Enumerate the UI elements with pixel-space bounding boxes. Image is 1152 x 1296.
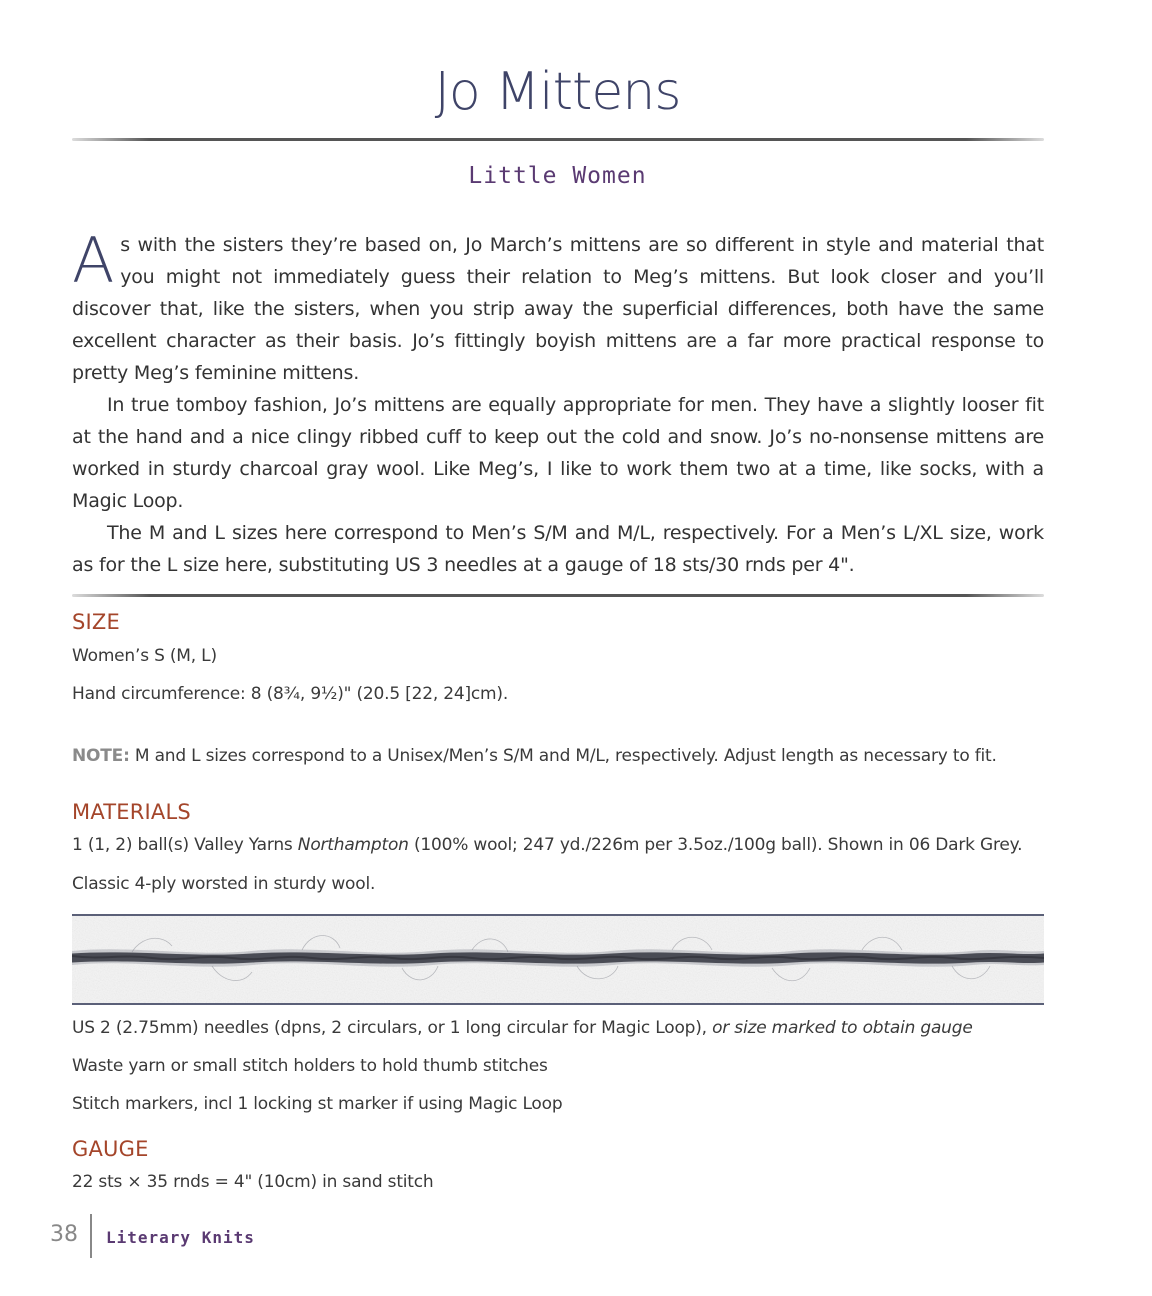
section-divider [72, 594, 1044, 597]
intro-text [72, 224, 1044, 581]
materials-waste-yarn: Waste yarn or small stitch holders to hold thumb stitches [72, 1056, 548, 1076]
page-subtitle: Little Women [468, 163, 647, 189]
title-divider [72, 138, 1044, 141]
intro-paragraph-2: In true tomboy fashion, Jo’s mittens are equally appropriate for men. They have a slightly looser fit at the hand and a nice clingy ribbed cuff to keep out the cold and snow. Jo’s no-nonsense mittens are worked in sturdy charcoal gray wool. Like Meg’s, I like to work them two at a time, like socks, with a Magic Loop. [72, 394, 1044, 512]
materials-yarn-text-a: 1 (1, 2) ball(s) Valley Yarns [72, 835, 298, 855]
page-title: Jo Mittens [434, 62, 681, 122]
needles-text: US 2 (2.75mm) needles (dpns, 2 circulars, or 1 long circular for Magic Loop), [72, 1018, 713, 1038]
intro-paragraph-1-text: s with the sisters they’re based on, Jo March’s mittens are so different in style and material that you might not immediately guess their relation to Meg’s mittens. But look closer and you’ll discover that, like the sisters, when you strip away the superficial differences, both have the same excellent character as their basis. Jo’s fittingly boyish mittens are a far more practical response to pretty Meg’s feminine mittens. [72, 234, 1044, 384]
materials-stitch-markers: Stitch markers, incl 1 locking st marker if using Magic Loop [72, 1094, 563, 1114]
book-title: Literary Knits [106, 1228, 255, 1247]
page-number: 38 [50, 1222, 78, 1247]
footer-divider [90, 1214, 92, 1258]
size-heading: SIZE [72, 610, 120, 634]
needles-gauge-note: or size marked to obtain gauge [712, 1018, 973, 1038]
size-note [72, 746, 1052, 766]
note-label: NOTE: [72, 746, 130, 766]
yarn-name: Northampton [297, 835, 409, 855]
yarn-swatch-image [72, 914, 1044, 1005]
gauge-line: 22 sts × 35 rnds = 4" (10cm) in sand stitch [72, 1172, 434, 1192]
yarn-strand-illustration [72, 916, 1044, 1003]
intro-paragraph-3: The M and L sizes here correspond to Men’s S/M and M/L, respectively. For a Men’s L/XL size, work as for the L size here, substituting US 3 needles at a gauge of 18 sts/30 rnds per 4". [72, 522, 1044, 576]
intro-paragraph-1 [72, 224, 1044, 389]
materials-yarn-text-b: (100% wool; 247 yd./226m per 3.5oz./100g ball). Shown in 06 Dark Grey. [408, 835, 1023, 855]
size-line: Women’s S (M, L) [72, 646, 217, 666]
note-text: M and L sizes correspond to a Unisex/Men’s S/M and M/L, respectively. Adjust length as necessary to fit. [129, 746, 997, 766]
materials-yarn-weight: Classic 4-ply worsted in sturdy wool. [72, 874, 376, 894]
materials-needles [72, 1018, 1052, 1038]
materials-heading: MATERIALS [72, 800, 191, 824]
materials-yarn [72, 835, 1052, 855]
hand-circumference: Hand circumference: 8 (8¾, 9½)" (20.5 [22, 24]cm). [72, 684, 509, 704]
drop-cap: A [72, 224, 115, 297]
gauge-heading: GAUGE [72, 1137, 149, 1161]
